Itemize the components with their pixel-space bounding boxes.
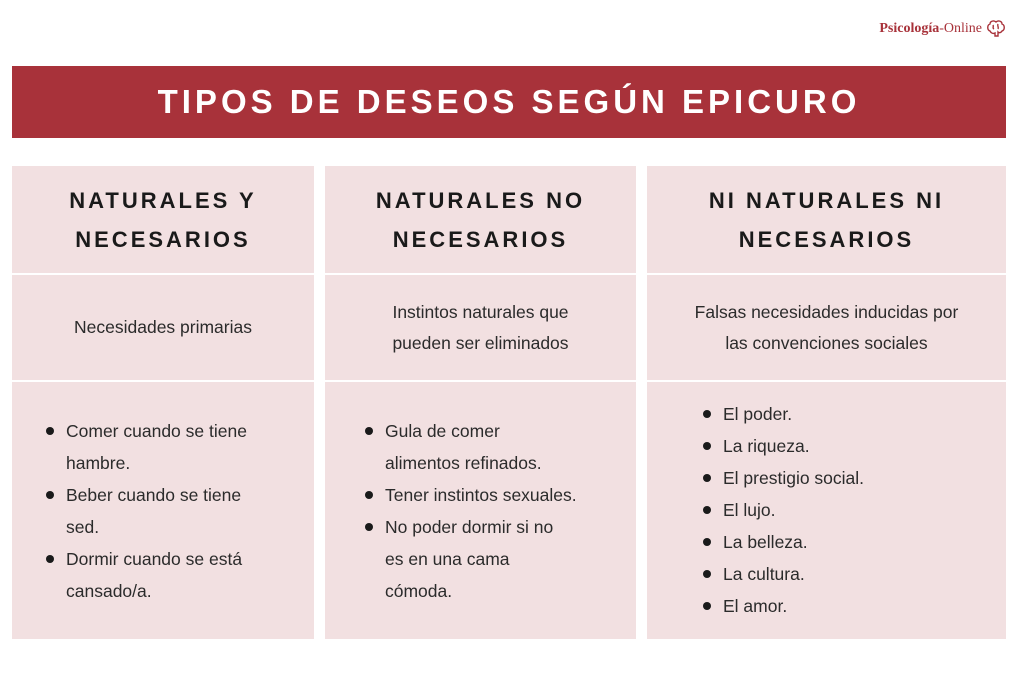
list-item: La riqueza.: [703, 430, 864, 462]
list-item: El prestigio social.: [703, 462, 864, 494]
list-item: No poder dormir si no es en una cama cómoda.: [365, 511, 577, 607]
examples-list: [365, 415, 577, 607]
examples-cell: [12, 382, 314, 639]
examples-list: [46, 415, 247, 607]
examples-cell: [647, 382, 1006, 639]
brand-name: Psicología-Online: [879, 21, 982, 36]
column-description: Falsas necesidades inducidas por las convenciones sociales: [647, 275, 1006, 380]
examples-cell: [325, 382, 636, 639]
list-item: La cultura.: [703, 558, 864, 590]
list-item: Tener instintos sexuales.: [365, 479, 577, 511]
column-natural-necessary: [12, 166, 314, 639]
column-heading: NATURALES Y NECESARIOS: [12, 166, 314, 273]
list-item: Gula de comer alimentos refinados.: [365, 415, 577, 479]
column-description: Necesidades primarias: [12, 275, 314, 380]
list-item: El amor.: [703, 590, 864, 622]
desire-types-table: [12, 166, 1006, 639]
page-title: TIPOS DE DESEOS SEGÚN EPICURO: [12, 66, 1006, 138]
column-heading: NATURALES NO NECESARIOS: [325, 166, 636, 273]
brand-logo: [879, 19, 1006, 39]
list-item: El poder.: [703, 398, 864, 430]
list-item: La belleza.: [703, 526, 864, 558]
brain-icon: [986, 19, 1006, 39]
list-item: Beber cuando se tiene sed.: [46, 479, 247, 543]
list-item: Dormir cuando se está cansado/a.: [46, 543, 247, 607]
examples-list: [703, 398, 864, 622]
list-item: El lujo.: [703, 494, 864, 526]
column-natural-not-necessary: [325, 166, 636, 639]
column-neither-natural-nor-necessary: [647, 166, 1006, 639]
column-description: Instintos naturales que pueden ser eliminados: [325, 275, 636, 380]
column-heading: NI NATURALES NI NECESARIOS: [647, 166, 1006, 273]
list-item: Comer cuando se tiene hambre.: [46, 415, 247, 479]
